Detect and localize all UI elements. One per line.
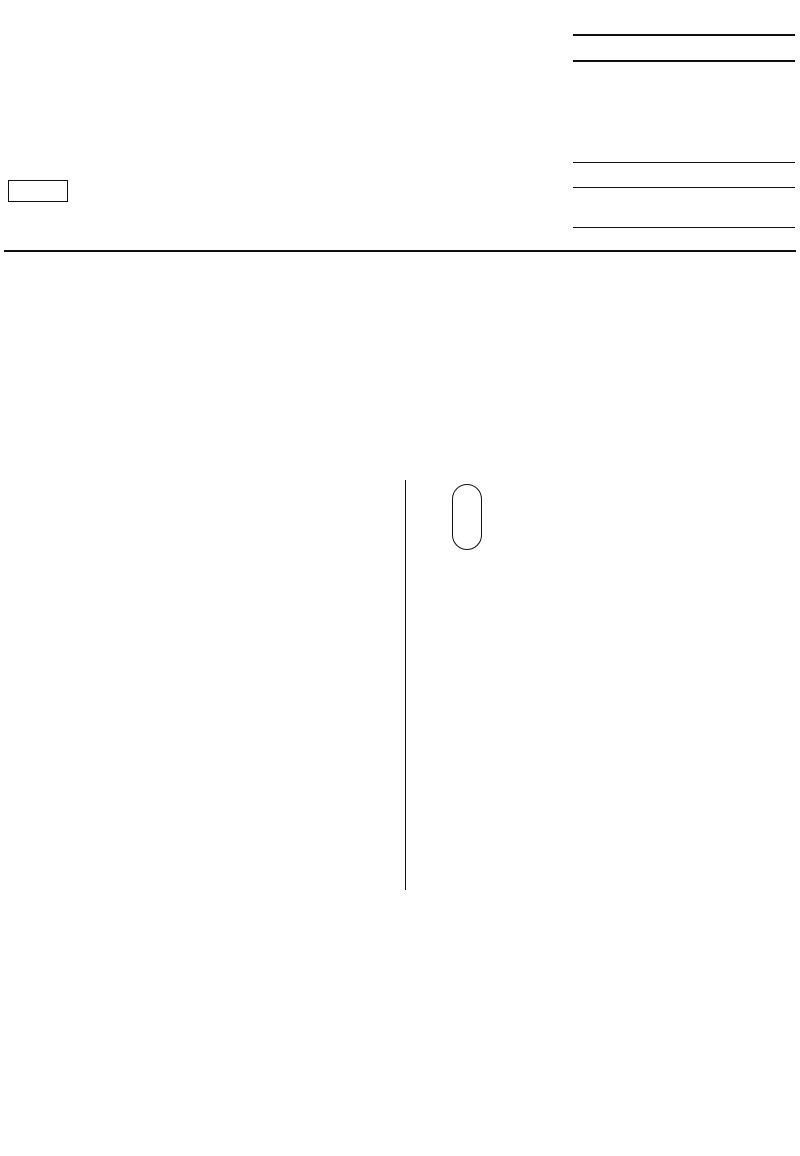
body-divider (4, 250, 796, 252)
meditation-badge (452, 484, 482, 550)
divider (573, 162, 795, 163)
editor-info (573, 166, 585, 181)
printer-info (573, 232, 585, 247)
divider (573, 227, 795, 228)
article-columns-bottom (100, 700, 800, 1140)
intro-label (8, 180, 68, 202)
issue-box (573, 34, 795, 62)
transfer-info (573, 193, 631, 208)
article-columns-top (0, 258, 800, 688)
page-header-line (6, 2, 36, 17)
publisher-info (573, 68, 643, 83)
divider (573, 187, 795, 188)
masthead-logo (10, 32, 570, 152)
